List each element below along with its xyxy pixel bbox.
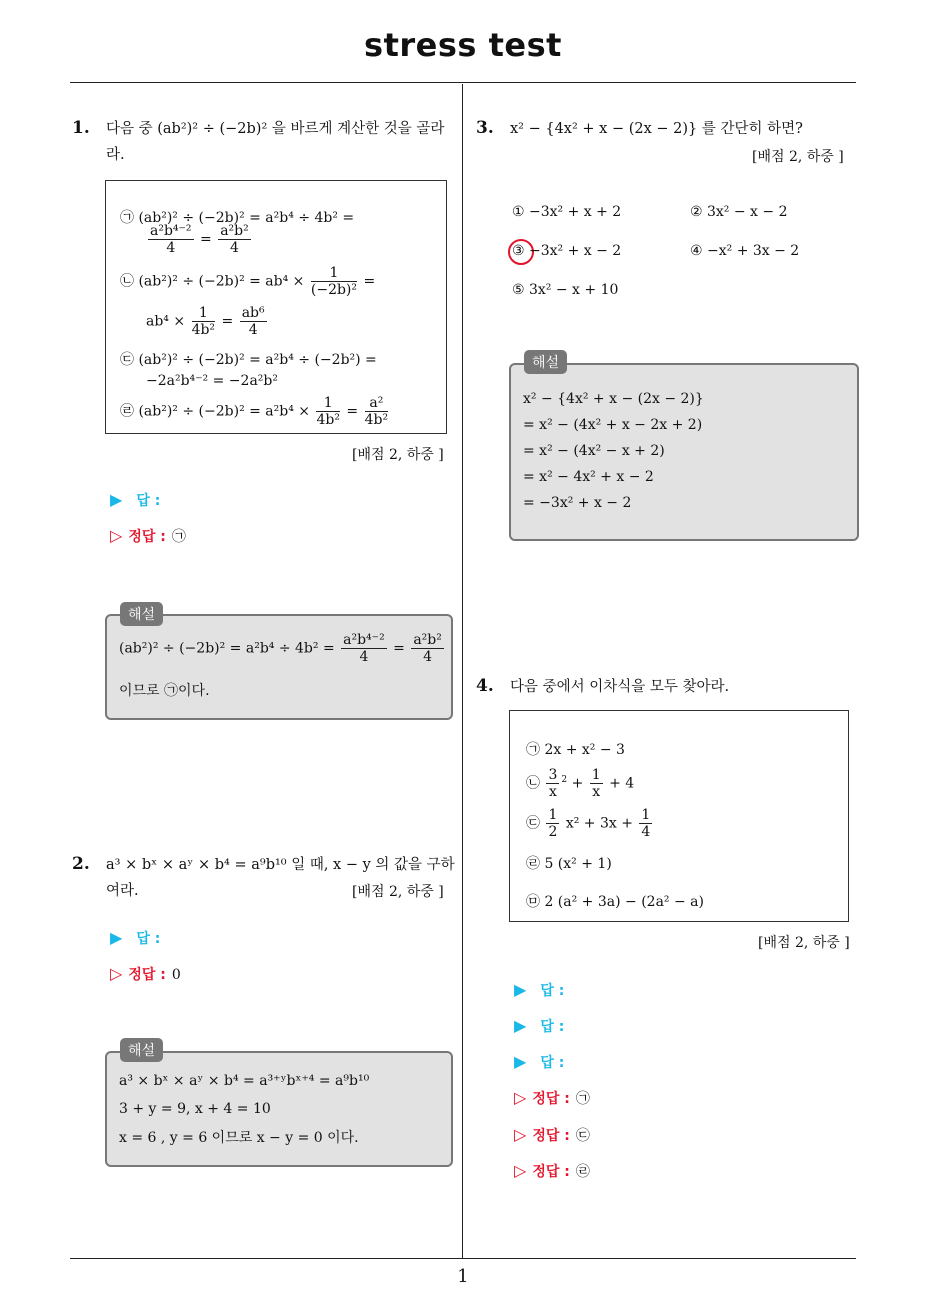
q4-meta: [배점 2, 하중 ]: [758, 935, 850, 951]
q2-solution-tag: 해설: [120, 1038, 163, 1062]
q4-option-d: ㉣ 5 (x² + 1): [526, 856, 612, 872]
q4-option-a: ㉠ 2x + x² − 3: [526, 742, 625, 758]
answer-triangle-icon: ▶: [110, 928, 123, 947]
q4-option-c: ㉢ $\frac{1}{2}$ x² + 3x + $\frac{1}{4}$: [526, 807, 651, 840]
q3-solution-box: [509, 363, 859, 541]
q1-option-d: ㉣ (ab²)² ÷ (−2b)² = a²b⁴ × $\frac{1}{\text{4b²}}$ = $\frac{\text{a²}}{\text{4b²}}$: [120, 395, 389, 428]
q1-option-a-label: ㉠: [120, 210, 134, 226]
q4-option-e: ㉤ 2 (a² + 3a) − (2a² − a): [526, 894, 704, 910]
page-title: stress test: [364, 26, 562, 64]
q4-options-box: [509, 710, 849, 922]
q1-option-b-cont: ab⁴ × $\frac{1}{\text{4b²}}$ = $\frac{\text{ab⁶}}{4}$: [146, 305, 265, 338]
q1-option-b-frac2: $\frac{1}{\text{4b²}}$: [191, 305, 216, 338]
q1-option-d-frac2: $\frac{\text{a²}}{\text{4b²}}$: [364, 395, 389, 428]
q3-choice-5[interactable]: ⑤ 3x² − x + 10: [512, 282, 619, 298]
q1-solution-frac2: $\frac{\text{a²b²}}{4}$: [413, 632, 442, 665]
q2-solution-line1: a³ × bˣ × aʸ × b⁴ = a³⁺ʸbˣ⁺⁴ = a⁹b¹⁰: [119, 1073, 370, 1089]
column-divider: [462, 84, 463, 1258]
q2-solution-line2: 3 + y = 9, x + 4 = 10: [119, 1101, 271, 1117]
bottom-rule: [70, 1258, 856, 1259]
q1-option-c-cont: −2a²b⁴⁻² = −2a²b²: [146, 373, 278, 389]
q1-option-a-frac2: $\frac{\text{a²b²}}{4}$: [220, 223, 249, 256]
q1-option-a-line1: (ab²)² ÷ (−2b)² = a²b⁴ ÷ 4b² =: [138, 210, 355, 226]
q4-text: 다음 중에서 이차식을 모두 찾아라.: [510, 679, 730, 695]
correct-triangle-icon: ▷: [110, 526, 123, 545]
q2-answer-row: ▶ 답 :: [110, 928, 161, 947]
q1-text-line1: 다음 중 (ab²)² ÷ (−2b)² 을 바르게 계산한 것을 골라: [106, 121, 445, 137]
q3-choice-4[interactable]: ④ −x² + 3x − 2: [690, 243, 800, 259]
q2-text-line2: 여라.: [106, 883, 139, 899]
q1-text-line2: 라.: [106, 147, 125, 163]
q1-solution-tag: 해설: [120, 602, 163, 626]
q4-option-b: ㉡ $\frac{3}{x}$ $^2$ + $\frac{1}{x}$ + 4: [526, 767, 635, 800]
q2-solution-line3: x = 6 , y = 6 이므로 x − y = 0 이다.: [119, 1130, 359, 1146]
q1-option-a-frac1: $\frac{\text{a²b⁴⁻²}}{4}$: [150, 223, 192, 256]
q1-solution-frac1: $\frac{\text{a²b⁴⁻²}}{4}$: [343, 632, 385, 665]
q1-solution-line2: 이므로 ㉠이다.: [119, 683, 210, 699]
top-rule: [70, 82, 856, 83]
correct-triangle-icon: ▷: [514, 1161, 527, 1180]
q1-text: [106, 116, 456, 168]
q1-option-b-frac1: $\frac{1}{\text{(−2b)²}}$: [310, 265, 358, 298]
q1-option-c: ㉢ (ab²)² ÷ (−2b)² = a²b⁴ ÷ (−2b²) =: [120, 352, 377, 368]
q4-number: 4.: [476, 676, 494, 696]
q2-meta: [배점 2, 하중 ]: [352, 884, 444, 900]
answer-triangle-icon: ▶: [110, 490, 123, 509]
q3-meta: [배점 2, 하중 ]: [752, 149, 844, 165]
q2-number: 2.: [72, 854, 90, 874]
q2-correct-row: ▷ 정답 : 0: [110, 964, 181, 983]
q1-meta: [배점 2, 하중 ]: [352, 447, 444, 463]
q1-answer-row: ▶ 답 :: [110, 490, 161, 509]
q3-solution-line4: = x² − 4x² + x − 2: [523, 469, 654, 485]
q4-option-b-frac2: $\frac{1}{x}$: [591, 767, 601, 800]
q4-option-c-frac2: $\frac{1}{4}$: [641, 807, 651, 840]
q1-option-b: ㉡ (ab²)² ÷ (−2b)² = ab⁴ × $\frac{1}{\text{(−2b)²}}$ =: [120, 265, 376, 298]
q3-solution-line1: x² − {4x² + x − (2x − 2)}: [523, 391, 704, 407]
q3-solution-line2: = x² − (4x² + x − 2x + 2): [523, 417, 703, 433]
q4-option-c-frac1: $\frac{1}{2}$: [548, 807, 558, 840]
q3-solution-tag: 해설: [524, 350, 567, 374]
q4-correct-row-2: ▷ 정답 : ㉢: [514, 1125, 590, 1144]
answer-triangle-icon: ▶: [514, 1016, 527, 1035]
q3-choice-3[interactable]: ③ −3x² + x − 2: [512, 243, 622, 259]
correct-triangle-icon: ▷: [514, 1125, 527, 1144]
q1-number: 1.: [72, 118, 90, 138]
q3-text: x² − {4x² + x − (2x − 2)} 를 간단히 하면?: [510, 121, 803, 137]
q2-solution-box: [105, 1051, 453, 1167]
q4-answer-row-1: ▶ 답 :: [514, 980, 565, 999]
q1-options-box: [105, 180, 447, 434]
q1-option-b-frac3: $\frac{\text{ab⁶}}{4}$: [241, 305, 265, 338]
q1-option-a-cont: $\frac{\text{a²b⁴⁻²}}{4}$ = $\frac{\text{a²b²}}{4}$: [150, 223, 249, 256]
q1-option-d-frac1: $\frac{1}{\text{4b²}}$: [316, 395, 340, 428]
q4-answer-row-3: ▶ 답 :: [514, 1052, 565, 1071]
q3-number: 3.: [476, 118, 494, 138]
q2-text-line1: a³ × bˣ × aʸ × b⁴ = a⁹b¹⁰ 일 때, x − y 의 값을 구하: [106, 857, 455, 873]
q1-solution-line1: (ab²)² ÷ (−2b)² = a²b⁴ ÷ 4b² = $\frac{\text{a²b⁴⁻²}}{4}$ = $\frac{\text{a²b²}}{4}$: [119, 632, 442, 665]
q1-option-b-label: ㉡: [120, 273, 134, 290]
q3-solution-line5: = −3x² + x − 2: [523, 495, 632, 511]
q1-option-c-label: ㉢: [120, 352, 134, 368]
q1-correct-row: ▷ 정답 : ㉠: [110, 526, 186, 545]
q3-choice-2[interactable]: ② 3x² − x − 2: [690, 204, 788, 220]
answer-triangle-icon: ▶: [514, 1052, 527, 1071]
correct-triangle-icon: ▷: [514, 1088, 527, 1107]
q3-choice-1[interactable]: ① −3x² + x + 2: [512, 204, 622, 220]
answer-triangle-icon: ▶: [514, 980, 527, 999]
q4-option-b-frac1: $\frac{3}{x}$: [548, 767, 558, 800]
q4-answer-row-2: ▶ 답 :: [514, 1016, 565, 1035]
page-number: 1: [457, 1266, 469, 1287]
q4-correct-row-3: ▷ 정답 : ㉣: [514, 1161, 590, 1180]
q4-correct-row-1: ▷ 정답 : ㉠: [514, 1088, 590, 1107]
correct-triangle-icon: ▷: [110, 964, 123, 983]
q1-solution-box: [105, 614, 453, 720]
q3-solution-line3: = x² − (4x² − x + 2): [523, 443, 665, 459]
q1-option-d-label: ㉣: [120, 403, 134, 420]
